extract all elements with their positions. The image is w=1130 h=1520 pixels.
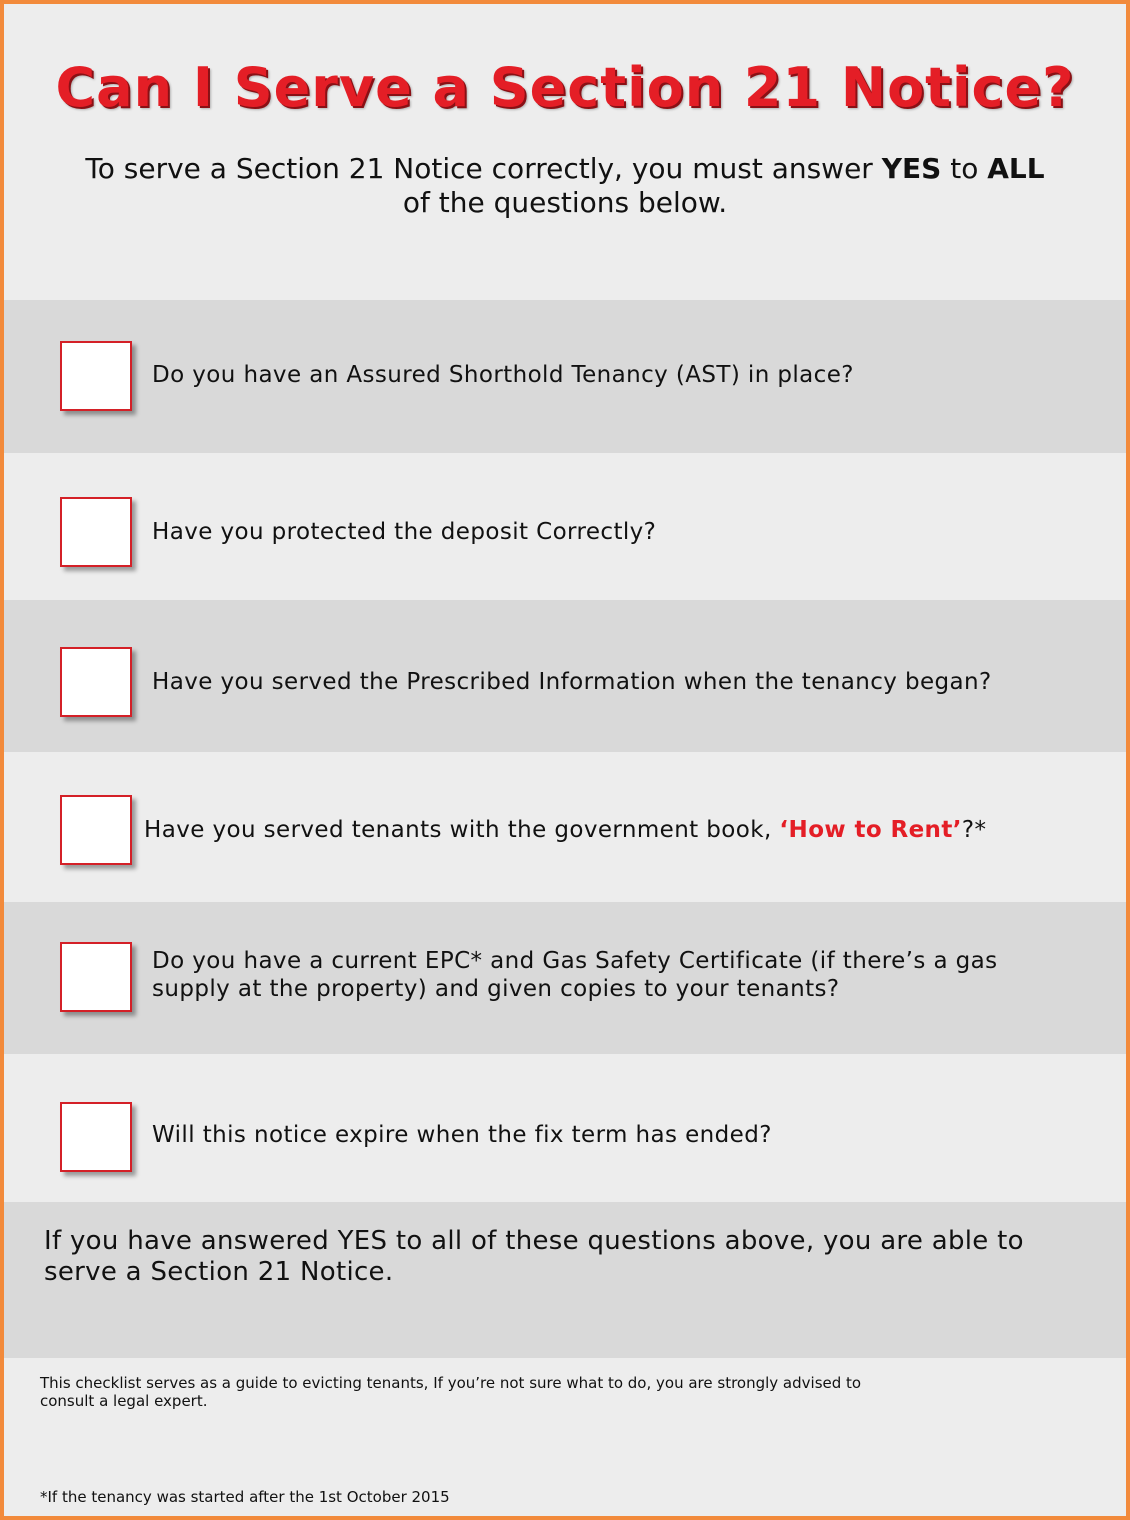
- question-text-1: Do you have an Assured Shorthold Tenancy (AST) in place?: [152, 362, 854, 388]
- conclusion-panel: [4, 1202, 1126, 1358]
- question-text-3: Have you served the Prescribed Information when the tenancy began?: [152, 669, 992, 695]
- checkbox-q2[interactable]: [60, 497, 132, 567]
- question-text-2: Have you protected the deposit Correctly?: [152, 519, 657, 545]
- question-row-3: [4, 600, 1126, 752]
- question-text-6: Will this notice expire when the fix term has ended?: [152, 1122, 772, 1148]
- question-text-5: Do you have a current EPC* and Gas Safety Certificate (if there’s a gas supply at the property) and given copies to your tenants?: [152, 948, 998, 1002]
- checkbox-q4[interactable]: [60, 795, 132, 865]
- question-4-after: ?*: [961, 817, 987, 843]
- intro-yes: YES: [881, 152, 942, 185]
- question-row-4: [4, 752, 1126, 902]
- disclaimer-text: This checklist serves as a guide to evicting tenants, If you’re not sure what to do, you are strongly advised to consult a legal expert.: [40, 1374, 862, 1410]
- question-row-5: [4, 902, 1126, 1054]
- checkbox-q5[interactable]: [60, 942, 132, 1012]
- page-title: Can I Serve a Section 21 Notice?: [55, 56, 1075, 119]
- intro-all: ALL: [987, 152, 1045, 185]
- intro-part-2: to: [941, 152, 988, 185]
- how-to-rent-highlight: ‘How to Rent’: [779, 817, 962, 843]
- question-row-1: [4, 300, 1126, 453]
- question-text-4: [144, 816, 1066, 844]
- checkbox-q1[interactable]: [60, 341, 132, 411]
- intro-text: [14, 152, 1116, 220]
- question-4-before: Have you served tenants with the government book,: [144, 817, 780, 843]
- question-row-2: [4, 453, 1126, 600]
- question-row-6: [4, 1054, 1126, 1202]
- intro-part-1: To serve a Section 21 Notice correctly, you must answer: [85, 152, 882, 185]
- conclusion-text: If you have answered YES to all of these questions above, you are able to serve a Section 21 Notice.: [44, 1226, 1024, 1287]
- checkbox-q3[interactable]: [60, 647, 132, 717]
- intro-part-3: of the questions below.: [402, 186, 728, 219]
- checkbox-q6[interactable]: [60, 1102, 132, 1172]
- footnote-text: *If the tenancy was started after the 1st October 2015: [40, 1488, 450, 1506]
